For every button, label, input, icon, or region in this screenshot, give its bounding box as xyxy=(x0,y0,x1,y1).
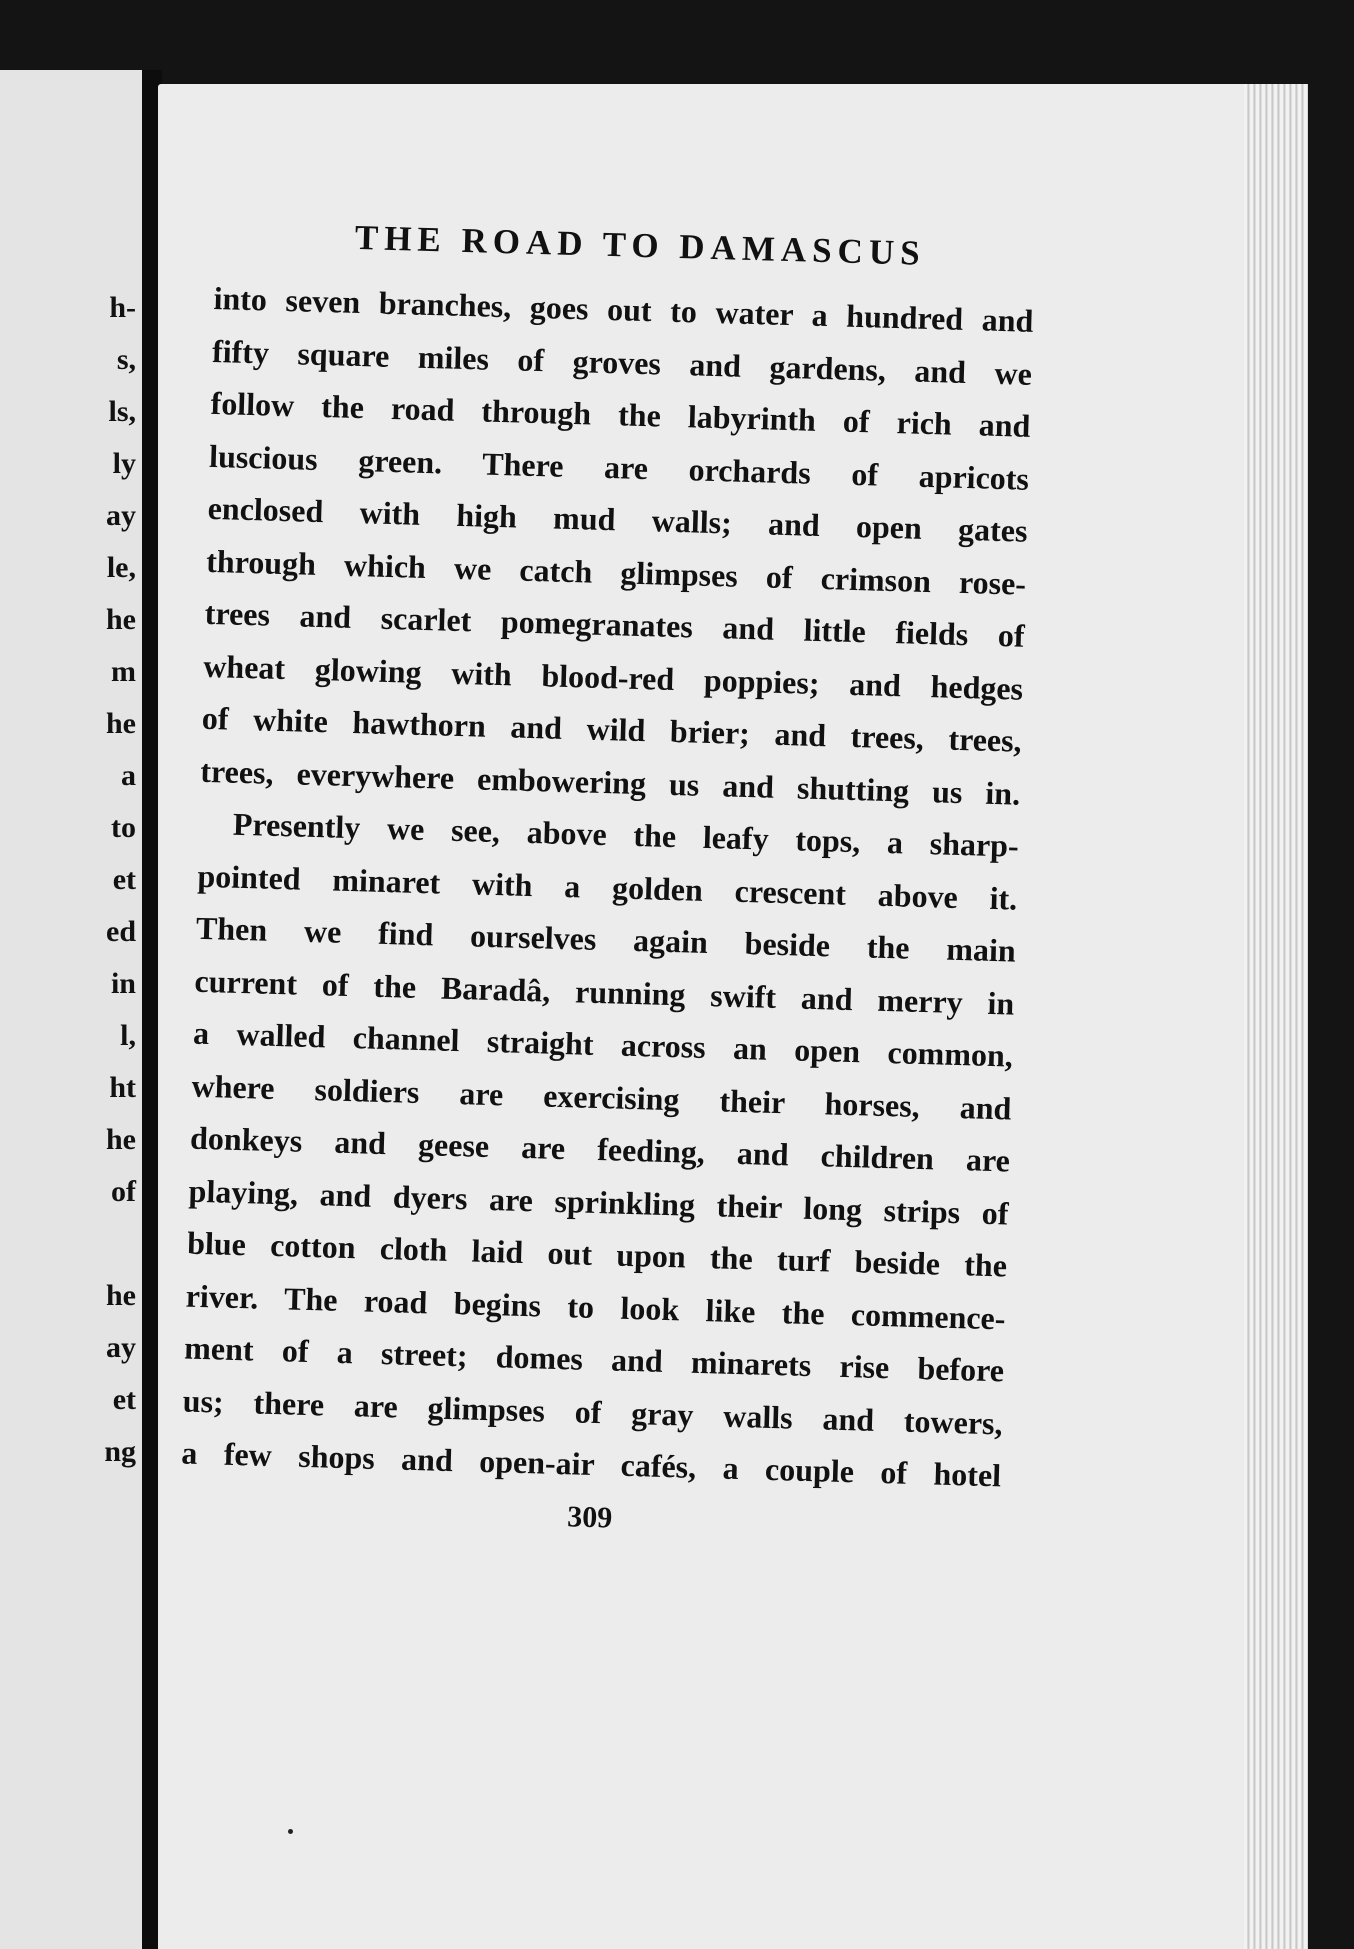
text-line: fifty square miles of groves and gardens, and we xyxy=(211,332,1033,392)
text-line: ment of a street; domes and minarets rise before xyxy=(183,1329,1005,1389)
text-line: Presently we see, above the leafy tops, a sharp- xyxy=(232,805,1020,864)
text-line: into seven branches, goes out to water a hundred and xyxy=(213,279,1034,339)
text-line: of white hawthorn and wild brier; and trees, trees, xyxy=(201,699,1023,759)
left-page-fragment: he xyxy=(106,1279,136,1312)
text-line: Then we find ourselves again beside the main xyxy=(195,909,1017,969)
left-page-fragment: ay xyxy=(106,499,136,532)
left-page-fragment: ly xyxy=(112,447,136,480)
left-page-fragment: h- xyxy=(109,291,136,324)
paragraph-2 xyxy=(181,797,1020,1502)
text-line: trees and scarlet pomegranates and little fields of xyxy=(204,594,1026,654)
text-line: follow the road through the labyrinth of rich and xyxy=(210,384,1031,444)
left-page-fragment: ay xyxy=(106,1331,136,1364)
left-facing-page xyxy=(0,70,142,1949)
text-line: trees, everywhere embowering us and shutting us in. xyxy=(199,752,1021,812)
page-number: 309 xyxy=(566,1499,613,1535)
left-page-fragment: l, xyxy=(120,1019,136,1052)
left-page-fragment: ls, xyxy=(108,395,136,428)
left-page-fragment: le, xyxy=(106,551,136,584)
running-head: THE ROAD TO DAMASCUS xyxy=(354,217,927,273)
paragraph-1 xyxy=(200,272,1034,820)
text-line: blue cotton cloth laid out upon the turf beside the xyxy=(186,1224,1008,1284)
left-page-fragment: et xyxy=(112,1383,136,1416)
text-line: us; there are glimpses of gray walls and towers, xyxy=(182,1382,1004,1441)
page-edges xyxy=(1244,84,1308,1949)
text-line: donkeys and geese are feeding, and children are xyxy=(189,1119,1011,1179)
text-line: where soldiers are exercising their horses, and xyxy=(191,1067,1012,1127)
right-page xyxy=(158,84,1308,1949)
text-line: luscious green. There are orchards of apricots xyxy=(208,437,1030,497)
left-page-fragment: ng xyxy=(104,1435,136,1468)
left-page-fragment: s, xyxy=(116,343,136,376)
text-line: river. The road begins to look like the commence- xyxy=(185,1277,1006,1336)
text-line: pointed minaret with a golden crescent above it. xyxy=(197,857,1018,917)
left-page-fragment: he xyxy=(106,1123,136,1156)
left-page-fragment: of xyxy=(111,1175,136,1208)
left-page-fragment: a xyxy=(121,759,136,792)
left-page-fragment: in xyxy=(110,967,136,1000)
text-line: a few shops and open-air cafés, a couple of hotel xyxy=(180,1434,1002,1494)
left-page-fragment: he xyxy=(106,603,136,636)
text-line: enclosed with high mud walls; and open gates xyxy=(207,489,1028,549)
page-text-block xyxy=(179,214,1035,1546)
text-line: wheat glowing with blood-red poppies; and hedges xyxy=(202,647,1024,707)
left-page-fragment: to xyxy=(111,811,136,844)
text-line: a walled channel straight across an open common, xyxy=(192,1014,1014,1074)
left-page-fragment: he xyxy=(106,707,136,740)
left-page-fragment: m xyxy=(111,655,136,688)
text-line: playing, and dyers are sprinkling their long strips of xyxy=(188,1172,1009,1232)
left-page-fragment: et xyxy=(112,863,136,896)
text-line: through which we catch glimpses of crimson rose- xyxy=(205,542,1027,602)
left-page-fragment: ht xyxy=(109,1071,136,1104)
ink-speck xyxy=(288,1829,293,1834)
left-page-fragment: ed xyxy=(106,915,136,948)
text-line: current of the Baradâ, running swift and merry in xyxy=(194,962,1015,1022)
